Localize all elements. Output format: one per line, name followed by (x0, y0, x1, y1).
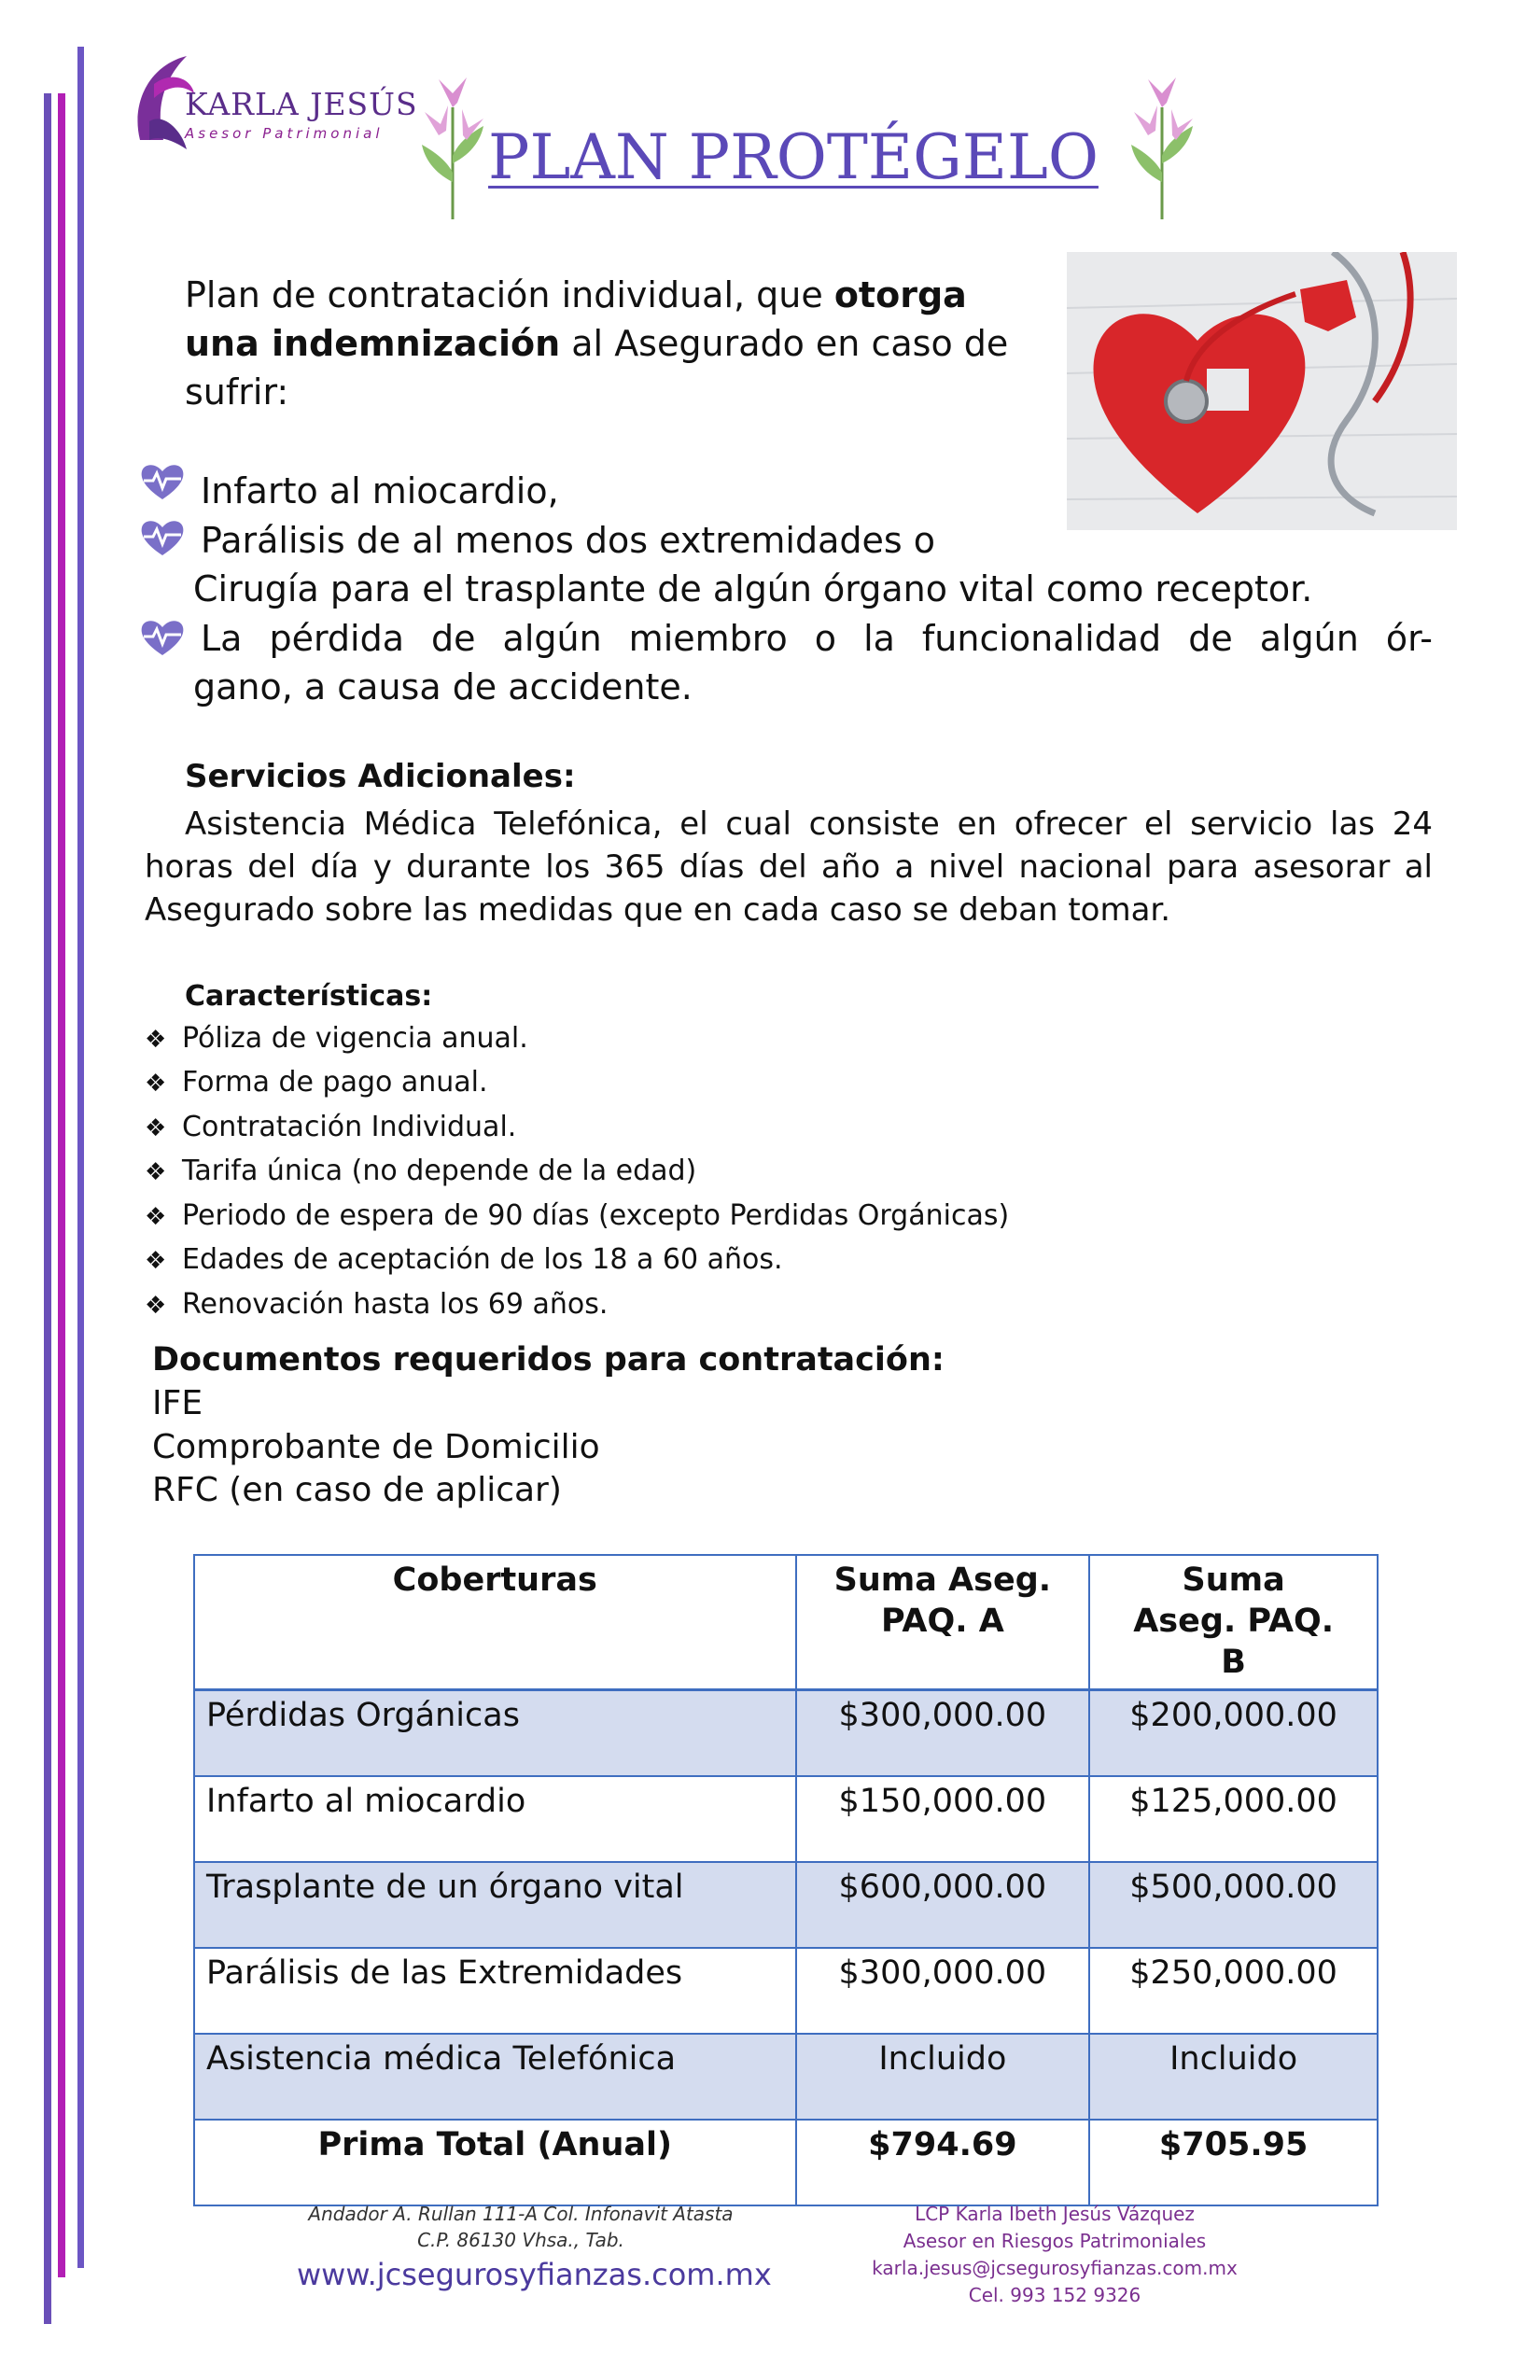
diamond-bullet-icon: ❖ (145, 1070, 167, 1098)
address-line-1: Andador A. Rullan 111-A Col. Infonavit Atasta (308, 2203, 734, 2225)
table-header-cell: Coberturas (194, 1555, 796, 1690)
diamond-bullet-icon: ❖ (145, 1114, 167, 1142)
footer-address (297, 2201, 745, 2253)
intro-text-2: al Asegurado en caso de sufrir: (185, 323, 1009, 413)
table-row (194, 1862, 1378, 1948)
intro-bold: otorga una indemnización (185, 274, 967, 364)
feature-item (145, 1155, 696, 1187)
feature-text: Tarifa única (no depende de la edad) (182, 1155, 697, 1187)
feature-item (145, 1022, 528, 1055)
documents-heading: Documentos requeridos para contratación: (152, 1341, 945, 1379)
services-body: Asistencia Médica Telefónica, el cual consiste en ofrecer el servicio las 24 horas del día y durante los 365 días del año a nivel nacional para asesorar al Asegurado sobre las medidas que en cada caso se deban tomar. (145, 805, 1433, 929)
table-total-row (194, 2120, 1378, 2205)
contact-email[interactable]: karla.jesus@jcsegurosyfianzas.com.mx (872, 2257, 1238, 2279)
contact-name: LCP Karla Ibeth Jesús Vázquez (915, 2203, 1195, 2225)
table-cell-value: Incluido (1089, 2034, 1378, 2120)
feature-item (145, 1199, 1009, 1232)
table-cell-value: Incluido (796, 2034, 1090, 2120)
diamond-bullet-icon: ❖ (145, 1203, 167, 1231)
left-bar-magenta (58, 93, 65, 2277)
feature-text: Forma de pago anual. (182, 1066, 488, 1099)
table-cell-label: Trasplante de un órgano vital (194, 1862, 796, 1948)
footer-website-link[interactable]: www.jcsegurosyfianzas.com.mx (297, 2257, 772, 2292)
feature-text: Contratación Individual. (182, 1111, 517, 1143)
left-bar-purple (44, 93, 51, 2324)
feature-text: Renovación hasta los 69 años. (182, 1288, 609, 1321)
coverage-item: Cirugía para el trasplante de algún órgano vital como receptor. (193, 568, 1313, 609)
table-cell-label: Pérdidas Orgánicas (194, 1690, 796, 1777)
address-line-2: C.P. 86130 Vhsa., Tab. (417, 2229, 624, 2251)
table-row (194, 1776, 1378, 1862)
document-item: IFE (152, 1384, 203, 1422)
table-cell-value: $300,000.00 (796, 1948, 1090, 2034)
coverage-table (193, 1554, 1379, 2206)
heart-pulse-icon (138, 616, 187, 657)
feature-item (145, 1243, 783, 1276)
brand-name: KARLA JESÚS (185, 86, 418, 122)
table-header-cell: Suma Aseg. PAQ. B (1089, 1555, 1378, 1690)
feature-item (145, 1288, 608, 1321)
coverage-item: Infarto al miocardio, (201, 470, 559, 511)
heart-stethoscope-image (1067, 252, 1457, 530)
feature-item (145, 1066, 488, 1099)
table-row (194, 1690, 1378, 1777)
document-item: Comprobante de Domicilio (152, 1428, 600, 1466)
intro-text-1: Plan de contratación individual, que (185, 274, 834, 315)
diamond-bullet-icon: ❖ (145, 1247, 167, 1275)
table-cell-label: Infarto al miocardio (194, 1776, 796, 1862)
contact-phone: Cel. 993 152 9326 (968, 2284, 1141, 2306)
table-cell-value: $200,000.00 (1089, 1690, 1378, 1777)
table-total-label: Prima Total (Anual) (194, 2120, 796, 2205)
heart-pulse-icon (138, 460, 187, 501)
left-bar-violet (77, 47, 84, 2268)
brand-logo (131, 47, 418, 168)
table-cell-label: Asistencia médica Telefónica (194, 2034, 796, 2120)
features-heading: Características: (185, 980, 433, 1013)
footer-contact (840, 2201, 1269, 2309)
feature-item (145, 1111, 516, 1143)
feature-text: Periodo de espera de 90 días (excepto Perdidas Orgánicas) (182, 1199, 1010, 1232)
diamond-bullet-icon: ❖ (145, 1026, 167, 1054)
table-header-cell: Suma Aseg. PAQ. A (796, 1555, 1090, 1690)
feature-text: Edades de aceptación de los 18 a 60 años. (182, 1243, 783, 1276)
table-total-value: $705.95 (1089, 2120, 1378, 2205)
table-cell-value: $250,000.00 (1089, 1948, 1378, 2034)
brand-subtitle: Asesor Patrimonial (185, 125, 384, 142)
services-heading: Servicios Adicionales: (185, 758, 576, 795)
coverage-item: La pérdida de algún miembro o la funcionalidad de algún ór- (201, 618, 1433, 659)
table-header-row (194, 1555, 1378, 1690)
table-cell-value: $125,000.00 (1089, 1776, 1378, 1862)
table-cell-label: Parálisis de las Extremidades (194, 1948, 796, 2034)
diamond-bullet-icon: ❖ (145, 1158, 167, 1186)
table-cell-value: $300,000.00 (796, 1690, 1090, 1777)
coverage-item: Parálisis de al menos dos extremidades o (201, 520, 935, 561)
coverage-item: gano, a causa de accidente. (193, 666, 693, 707)
table-total-value: $794.69 (796, 2120, 1090, 2205)
table-cell-value: $600,000.00 (796, 1862, 1090, 1948)
lily-flower-right-icon (1120, 70, 1204, 219)
contact-role: Asesor en Riesgos Patrimoniales (903, 2230, 1207, 2252)
intro-paragraph (185, 271, 1043, 416)
table-row (194, 2034, 1378, 2120)
table-cell-value: $500,000.00 (1089, 1862, 1378, 1948)
diamond-bullet-icon: ❖ (145, 1292, 167, 1320)
table-row (194, 1948, 1378, 2034)
feature-text: Póliza de vigencia anual. (182, 1022, 528, 1055)
document-item: RFC (en caso de aplicar) (152, 1471, 562, 1509)
table-cell-value: $150,000.00 (796, 1776, 1090, 1862)
page-title: PLAN PROTÉGELO (488, 121, 1099, 193)
heart-pulse-icon (138, 516, 187, 557)
